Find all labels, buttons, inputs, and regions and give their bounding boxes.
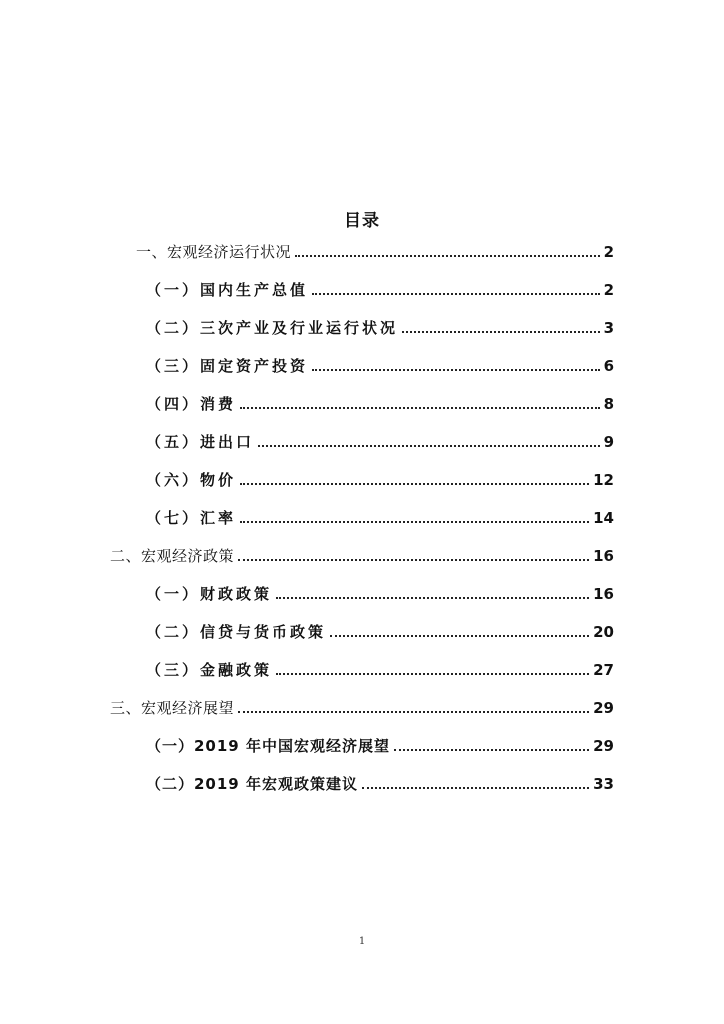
toc-entry-label: 一、宏观经济运行状况 (136, 243, 292, 261)
toc-entry-page: 29 (593, 699, 614, 717)
dot-leader (362, 787, 589, 789)
dot-leader (330, 635, 589, 637)
toc-entry[interactable] (146, 654, 614, 680)
toc-entry[interactable] (146, 502, 614, 528)
dot-leader (240, 407, 600, 409)
toc-entry-label: （二）2019 年宏观政策建议 (146, 775, 358, 793)
toc-entry[interactable] (146, 274, 614, 300)
toc-entry[interactable] (146, 312, 614, 338)
dot-leader (312, 293, 600, 295)
dot-leader (258, 445, 600, 447)
dot-leader (276, 597, 589, 599)
toc-entry-page: 12 (593, 471, 614, 489)
toc-entry-page: 14 (593, 509, 614, 527)
toc-entry-label: （二）三次产业及行业运行状况 (146, 319, 399, 337)
toc-entry[interactable] (146, 464, 614, 490)
page-number: 1 (358, 936, 366, 947)
toc-entry[interactable] (146, 768, 614, 794)
toc-title: 目录 (344, 211, 380, 231)
toc-entry-page: 6 (603, 357, 614, 375)
dot-leader (238, 711, 589, 713)
dot-leader (394, 749, 589, 751)
toc-entry-label: （一）财政政策 (146, 585, 273, 603)
toc-entry-label: 二、宏观经济政策 (110, 547, 235, 565)
dot-leader (238, 559, 589, 561)
toc-entry-page: 16 (593, 547, 614, 565)
toc-entry-page: 20 (593, 623, 614, 641)
toc-entry-label: （三）固定资产投资 (146, 357, 309, 375)
toc-entry-label: （六）物价 (146, 471, 237, 489)
toc-entry-page: 2 (603, 243, 614, 261)
toc-entry-page: 33 (593, 775, 614, 793)
dot-leader (240, 483, 589, 485)
toc-entry[interactable] (110, 692, 614, 718)
toc-entry-label: （二）信贷与货币政策 (146, 623, 327, 641)
toc-entry-page: 9 (603, 433, 614, 451)
toc-entry-page: 2 (603, 281, 614, 299)
toc-entry[interactable] (146, 388, 614, 414)
toc-entry-label: （一）国内生产总值 (146, 281, 309, 299)
dot-leader (402, 331, 600, 333)
toc-entry-page: 29 (593, 737, 614, 755)
toc-entry-label: （三）金融政策 (146, 661, 273, 679)
dot-leader (240, 521, 589, 523)
toc-entry-page: 16 (593, 585, 614, 603)
toc-entry-page: 3 (603, 319, 614, 337)
toc-entry[interactable] (110, 540, 614, 566)
dot-leader (312, 369, 600, 371)
toc-entry[interactable] (146, 350, 614, 376)
toc-entry[interactable] (146, 426, 614, 452)
toc-entry[interactable] (146, 578, 614, 604)
toc-entry[interactable] (136, 236, 614, 262)
toc-entry-label: （一）2019 年中国宏观经济展望 (146, 737, 390, 755)
toc-entry-label: 三、宏观经济展望 (110, 699, 235, 717)
toc-entry-page: 8 (603, 395, 614, 413)
toc-entry-page: 27 (593, 661, 614, 679)
toc-entry-label: （四）消费 (146, 395, 237, 413)
dot-leader (276, 673, 589, 675)
dot-leader (295, 255, 600, 257)
toc-entry[interactable] (146, 616, 614, 642)
toc-entry-label: （七）汇率 (146, 509, 237, 527)
toc-entry-label: （五）进出口 (146, 433, 255, 451)
toc-entry[interactable] (146, 730, 614, 756)
